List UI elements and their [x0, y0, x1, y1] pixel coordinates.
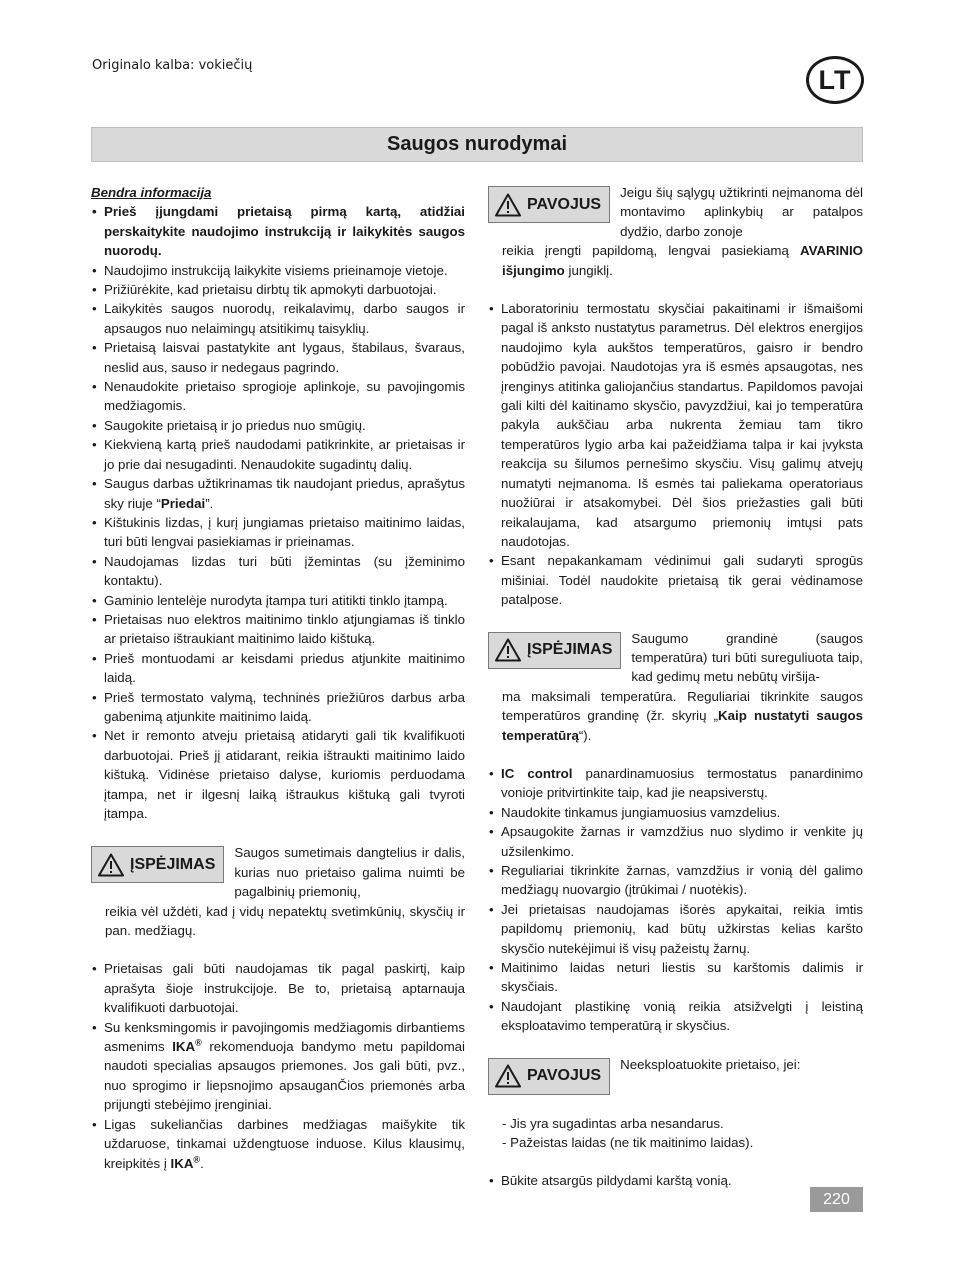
- list-item-text: Su kenksmingomis ir pavojingomis medžiagomis dirbantiems asmenims: [104, 1019, 465, 1055]
- condition-list: [488, 1114, 863, 1153]
- warning-text-part: “).: [578, 727, 592, 743]
- emergency-stop-ref: AVARINIO išjungimo: [502, 243, 863, 278]
- list-item: • Prieš montuodami ar keisdami priedus atjunkite maitinimo laidą.: [91, 649, 465, 688]
- warning-notice-2: [488, 629, 863, 687]
- warning-notice: [91, 843, 465, 901]
- list-item: • Esant nepakankamam vėdinimui gali sudaryti sprogūs mišiniai. Todėl naudokite prietaisą tik gerai vėdinamose patalpose.: [488, 551, 863, 609]
- original-language-note: Originalo kalba: vokiečių: [92, 58, 253, 73]
- registered-mark: ®: [193, 1154, 201, 1165]
- title-bar: [91, 127, 863, 162]
- warning-text-part: ma maksimali temperatūra. Reguliariai tikrinkite saugos temperatūros grandinę (žr. skyrių „: [502, 688, 863, 724]
- list-item: - Jis yra sugadintas arba nesandarus.: [502, 1115, 724, 1131]
- list-item: • Prietaisas gali būti naudojamas tik pagal paskirtį, kaip aprašyta šioje instrukcijoje. Be to, prietaisą aptarnauja kvalifikuoti darbuotojai.: [91, 959, 465, 1017]
- danger-notice: [488, 183, 863, 241]
- list-item-text: .: [200, 1155, 204, 1171]
- list-item: • Naudojamas lizdas turi būti įžemintas (su įžeminimo kontaktu).: [91, 552, 465, 591]
- equipment-bullets: [488, 764, 863, 1036]
- list-item: • Kiekvieną kartą prieš naudodami patikrinkite, ar prietaisas ir jo prie dai nesugadinti. Nenaudokite sugadintų dalių.: [91, 435, 465, 474]
- list-item: • Prieš įjungdami prietaisą pirmą kartą, atidžiai perskaitykite naudojimo instrukciją ir laikykitės saugos nuorodų.: [91, 202, 465, 260]
- warning-text: Saugumo grandinė (saugos temperatūra) turi būti sureguliuota taip, kad gedimų metu nebūtų viršija-: [631, 630, 863, 685]
- section-ref: Kaip nustatyti saugos temperatūrą: [502, 708, 863, 743]
- page-number: 220: [810, 1187, 863, 1212]
- list-item: • Prieš termostato valymą, techninės priežiūros darbus arba gabenimą atjunkite maitinimo laidą.: [91, 688, 465, 727]
- list-item: • Apsaugokite žarnas ir vamzdžius nuo slydimo ir venkite jų užsilenkimo.: [488, 822, 863, 861]
- list-item: • Laikykitės saugos nuorodų, reikalavimų, darbo saugos ir apsaugos nuo nelaimingų atsitikimų taisyklių.: [91, 299, 465, 338]
- language-badge: LT: [806, 56, 864, 104]
- right-column: [488, 183, 863, 1191]
- warning-label-box: [488, 632, 621, 669]
- warning-triangle-icon: [495, 638, 521, 662]
- warning-label: ĮSPĖJIMAS: [130, 856, 216, 874]
- list-item: [488, 764, 863, 803]
- page-title: Saugos nurodymai: [386, 133, 568, 155]
- list-item: • Kištukinis lizdas, į kurį jungiamas prietaiso maitinimo laidas, turi būti lengvai pasiekiamas ir prieinamas.: [91, 513, 465, 552]
- danger-label-box: [488, 1058, 610, 1095]
- section-heading: Bendra informacija: [91, 185, 212, 200]
- warning-label: ĮSPĖJIMAS: [527, 641, 613, 659]
- brand-name: IKA: [172, 1039, 196, 1055]
- list-item: • Gaminio lentelėje nurodyta įtampa turi atitikti tinklo įtampą.: [91, 591, 465, 610]
- warning-triangle-icon: [98, 853, 124, 877]
- danger-label: PAVOJUS: [527, 1067, 602, 1085]
- danger-notice-2: [488, 1055, 863, 1095]
- warning-label-box: [91, 846, 224, 883]
- list-item-text: Ligas sukeliančias darbines medžiagas maišykite tik uždaruose, tinkamai uždengtuose induose. Kilus klausimų, kreipkitės į: [104, 1116, 465, 1171]
- list-item: • Prietaisą laisvai pastatykite ant lygaus, štabilaus, švaraus, neslid aus, sauso ir nedegaus pagrindo.: [91, 338, 465, 377]
- danger-text-part: reikia įrengti papildomą, lengvai pasiekiamą: [502, 243, 800, 259]
- left-column: [91, 183, 465, 1173]
- list-item: • Saugokite prietaisą ir jo priedus nuo smūgių.: [91, 416, 465, 435]
- hazard-bullets: [488, 299, 863, 610]
- registered-mark: ®: [195, 1037, 202, 1048]
- warning-text-cont: reikia vėl uždėti, kad į vidų nepatektų svetimkūnių, skysčių ir pan. medžiagų.: [105, 903, 465, 939]
- list-item: [91, 474, 465, 513]
- list-item: [91, 1115, 465, 1173]
- danger-text: Neeksploatuokite prietaiso, jei:: [620, 1056, 801, 1072]
- list-item: • Maitinimo laidas neturi liestis su karštomis dalimis ir skysčiais.: [488, 958, 863, 997]
- danger-text: Jeigu šių sąlygų užtikrinti neįmanoma dėl montavimo aplinkybių ar patalpos dydžio, darbo zonoje: [620, 185, 863, 239]
- list-item-text: panardinamuosius termostatus panardinimo vonioje pritvirtinkite taip, kad jie neapsiverstų.: [501, 765, 863, 801]
- final-bullets: [488, 1171, 863, 1190]
- product-name: IC control: [501, 765, 573, 781]
- warning-triangle-icon: [495, 193, 521, 217]
- list-item-text: rekomenduoja bandymo metu papildomai naudoti specialias apsaugos priemones. Jos gali būti, pvz., nuo sprogimo ir liepsnojimo apsauganČios priemonės arba prijungti stebėjimo įrenginiai.: [104, 1039, 465, 1113]
- list-item-text: Saugus darbas užtikrinamas tik naudojant priedus, aprašytus sky riuje “: [104, 476, 465, 511]
- list-item: • Net ir remonto atveju prietaisą atidaryti gali tik kvalifikuoti darbuotojai. Prieš jį atidarant, reikia ištraukti maitinimo laido kištuką. Vidinėse prietaiso dalyse, kuriomis perduodama įtampa, net ir ilgesnį laiką ištraukus kištuką gali tvyroti įtampa.: [91, 726, 465, 823]
- warning-text-cont: [488, 687, 863, 745]
- list-item: • Naudojant plastikinę vonią reikia atsižvelgti į leistiną eksploatavimo temperatūrą ir skysčius.: [488, 997, 863, 1036]
- list-item: [91, 1018, 465, 1115]
- accessories-ref: Priedai: [160, 495, 206, 511]
- list-item: • Laboratoriniu termostatu skysčiai pakaitinami ir išmaišomi pagal iš anksto nustatytus parametrus. Dėl elektros energijos naudojimo kyla aukštos temperatūros, gaisro ir bendro pobūdžio pavojai. Naudotojas yra iš esmės apsaugotas, nes įrenginys atitinka galiojančius standartus. Papildomos pavojai gali kilti dėl kaitinamo skysčio, pavyzdžiui, kai jo temperatūra pakyla aukščiau arba nukrenta žemiau tam tikro temperatūros lygio arba kai pažeidžiama talpa ir kai įvyksta reakcija su šilumos pernešimo skysčiu. Visų galimų atvejų numatyti neįmanoma. Iš esmės tai paliekama operatoriaus nuožiūrai ir atsakomybei. Dėl šios priežasties gali būti reikalaujama, kad atsargumo priemonių imtųsi pats naudotojas.: [488, 299, 863, 551]
- brand-name: IKA: [170, 1155, 194, 1171]
- general-bullets: [91, 202, 465, 823]
- list-item: • Naudojimo instrukciją laikykite visiems prieinamoje vietoje.: [91, 261, 465, 280]
- list-item: • Būkite atsargūs pildydami karštą vonią.: [488, 1171, 863, 1190]
- list-item: - Pažeistas laidas (ne tik maitinimo laidas).: [502, 1135, 754, 1151]
- list-item: • Nenaudokite prietaiso sprogioje aplinkoje, su pavojingomis medžiagomis.: [91, 377, 465, 416]
- list-item: • Prietaisas nuo elektros maitinimo tinklo atjungiamas iš tinklo ar prietaiso ištraukiant maitinimo laido kištuką.: [91, 610, 465, 649]
- warning-text: Saugos sumetimais dangtelius ir dalis, kurias nuo prietaiso galima nuimti be pagalbinių priemonių,: [234, 845, 465, 900]
- danger-text-part: jungiklį.: [564, 262, 613, 278]
- list-item: • Jei prietaisas naudojamas išorės apykaitai, reikia imtis papildomų priemonių, kad būtų užkirstas kelias karšto skysčio nutekėjimui iš visų pažeistų žarnų.: [488, 900, 863, 958]
- list-item: • Naudokite tinkamus jungiamuosius vamzdelius.: [488, 803, 863, 822]
- list-item: • Prižiūrėkite, kad prietaisu dirbtų tik apmokyti darbuotojai.: [91, 280, 465, 299]
- danger-text-cont: [488, 241, 863, 280]
- list-item-text: ”.: [205, 495, 214, 511]
- danger-label: PAVOJUS: [527, 195, 602, 213]
- warning-triangle-icon: [495, 1064, 521, 1088]
- usage-bullets: [91, 959, 465, 1172]
- list-item: • Reguliariai tikrinkite žarnas, vamzdžius ir vonią dėl galimo medžiagų nuovargio (įtrūkimai / nuotėkis).: [488, 861, 863, 900]
- danger-label-box: [488, 186, 610, 223]
